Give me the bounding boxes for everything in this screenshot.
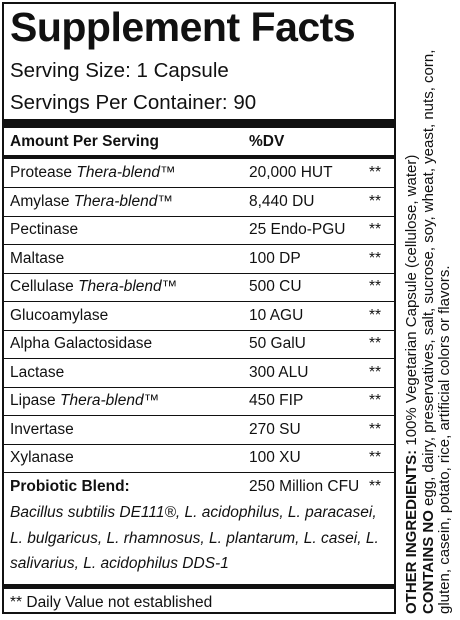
ingredient-name — [10, 188, 173, 216]
ingredient-dv: ** — [369, 221, 382, 238]
serving-size: Serving Size: 1 Capsule — [10, 59, 229, 82]
probiotic-dv: ** — [369, 478, 382, 495]
ingredient-label: Protease — [10, 164, 73, 181]
ingredient-label: Cellulase — [10, 278, 74, 295]
trademark-symbol: ™ — [161, 278, 178, 295]
trademark-symbol: ™ — [143, 392, 160, 409]
table-row — [4, 216, 394, 245]
contains-no-label: CONTAINS NO — [419, 510, 437, 614]
daily-value-footnote: ** Daily Value not established — [10, 594, 213, 611]
blend-trademark-name: Thera-blend — [76, 164, 160, 181]
contains-no — [421, 2, 454, 614]
other-ingredients — [404, 2, 421, 614]
ingredient-amount: 20,000 HUT — [249, 164, 333, 181]
ingredient-amount: 50 GalU — [249, 335, 306, 352]
ingredient-amount: 10 AGU — [249, 306, 304, 324]
thick-divider — [4, 119, 394, 128]
ingredient-amount: 270 SU — [249, 420, 301, 438]
ingredient-label: Lactase — [10, 363, 65, 381]
ingredient-dv: ** — [369, 249, 382, 267]
blend-trademark-name: Thera-blend — [78, 278, 162, 295]
ingredient-name — [10, 387, 159, 415]
ingredient-dv: ** — [369, 420, 382, 438]
ingredient-amount: 8,440 DU — [249, 192, 315, 210]
supplement-facts-panel — [2, 2, 396, 614]
amount-per-serving-label: Amount Per Serving — [10, 133, 159, 150]
table-row — [4, 159, 394, 188]
table-header — [4, 128, 394, 157]
ingredient-name — [10, 159, 175, 187]
contains-no-text: egg, dairy, preservatives, salt, sucrose, soy, wheat, yeast, nuts, corn, gluten, casein, potato, rice, artificial colors or flavors. — [419, 49, 453, 614]
ingredient-label: Invertase — [10, 420, 74, 438]
ingredient-name — [10, 359, 64, 387]
ingredient-name — [10, 273, 177, 301]
blend-trademark-name: Thera-blend — [73, 192, 158, 210]
table-row — [4, 359, 394, 388]
ingredient-name — [10, 416, 74, 444]
table-row — [4, 302, 394, 331]
ingredient-label: Pectinase — [10, 221, 79, 238]
table-row — [4, 188, 394, 217]
ingredient-dv: ** — [369, 392, 382, 409]
dv-label: %DV — [249, 133, 285, 150]
ingredient-dv: ** — [369, 164, 382, 181]
table-row — [4, 245, 394, 274]
ingredient-dv: ** — [369, 306, 382, 324]
ingredient-name — [10, 330, 152, 358]
ingredient-name — [10, 216, 78, 244]
ingredient-amount: 25 Endo-PGU — [249, 221, 346, 238]
other-ingredients-label: OTHER INGREDIENTS: — [403, 449, 420, 614]
ingredient-dv: ** — [369, 335, 382, 352]
other-ingredients-text: 100% Vegetarian Capsule (cellulose, water) — [403, 154, 420, 446]
ingredient-amount: 500 CU — [249, 278, 302, 295]
servings-per-container: Servings Per Container: 90 — [10, 91, 257, 114]
ingredient-label: Maltase — [10, 249, 65, 267]
table-row — [4, 416, 394, 445]
ingredient-name — [10, 444, 74, 472]
ingredient-dv: ** — [369, 363, 382, 381]
ingredient-label: Alpha Galactosidase — [10, 335, 153, 352]
ingredient-dv: ** — [369, 192, 382, 210]
trademark-symbol: ™ — [159, 164, 176, 181]
ingredient-label: Glucoamylase — [10, 306, 109, 324]
ingredient-amount: 100 XU — [249, 449, 301, 466]
probiotic-row — [4, 473, 394, 502]
ingredient-dv: ** — [369, 449, 382, 466]
ingredient-dv: ** — [369, 278, 382, 295]
ingredient-label: Amylase — [10, 192, 70, 210]
probiotic-label: Probiotic Blend: — [10, 478, 130, 495]
probiotic-strains: Bacillus subtilis DE111®, L. acidophilus, L. paracasei, L. bulgaricus, L. rhamnosus, L. plantarum, L. casei, L. salivarius, L. acidophilus DDS-1 — [10, 504, 379, 572]
ingredient-name — [10, 245, 64, 273]
table-row — [4, 273, 394, 302]
trademark-symbol: ™ — [157, 192, 173, 210]
ingredient-amount: 100 DP — [249, 249, 301, 267]
ingredient-amount: 300 ALU — [249, 363, 309, 381]
table-row — [4, 387, 394, 416]
ingredient-label: Lipase — [10, 392, 56, 409]
ingredients-statement — [404, 2, 454, 614]
table-row — [4, 330, 394, 359]
ingredient-name — [10, 302, 108, 330]
blend-trademark-name: Thera-blend — [60, 392, 144, 409]
ingredient-amount: 450 FIP — [249, 392, 304, 409]
table-row — [4, 444, 394, 473]
ingredient-label: Xylanase — [10, 449, 74, 466]
footer-divider — [4, 584, 394, 589]
panel-title: Supplement Facts — [10, 4, 356, 50]
probiotic-amount: 250 Million CFU — [249, 478, 360, 495]
